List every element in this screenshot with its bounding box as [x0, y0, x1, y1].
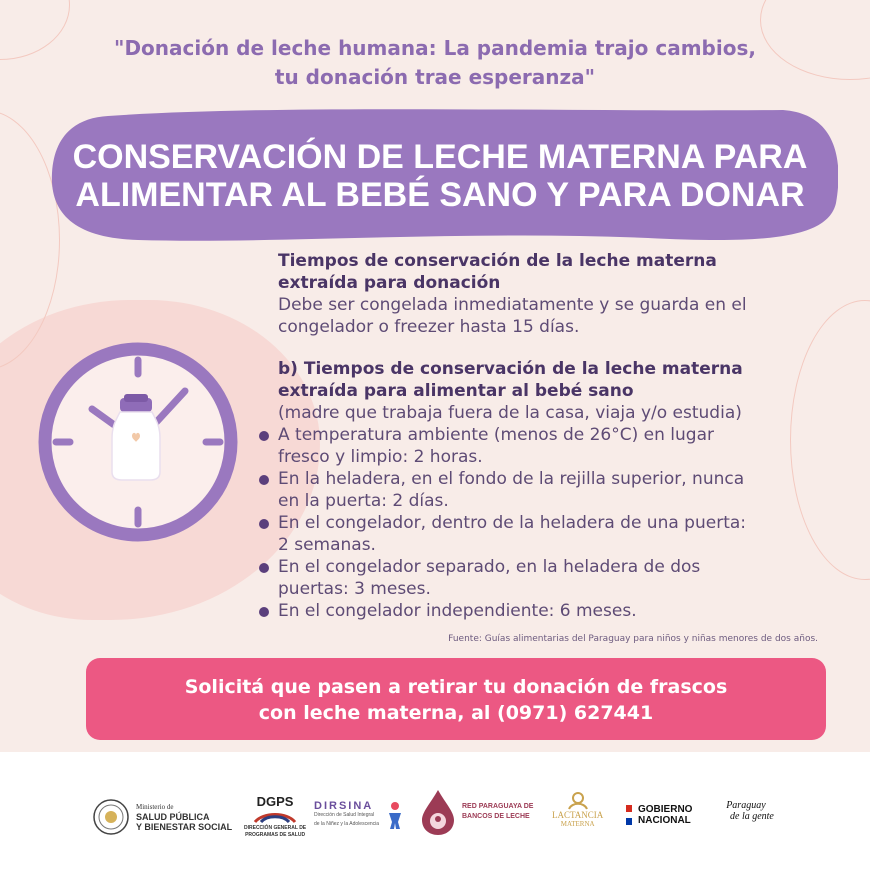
- section-b-heading-line-2: extraída para alimentar al bebé sano: [278, 381, 634, 401]
- footer-logos: [0, 752, 870, 870]
- msp-line-2: Y BIENESTAR SOCIAL: [136, 822, 233, 832]
- list-item: [278, 512, 838, 556]
- logo-lactancia-materna: [552, 792, 603, 828]
- section-a-body-line-2: congelador o freezer hasta 15 días.: [278, 317, 580, 337]
- dirsina-caption-2: de la Niñez y la Adolescencia: [314, 820, 380, 827]
- main-title-line-1: CONSERVACIÓN DE LECHE MATERNA PARA: [72, 138, 808, 176]
- list-item-line-2: en la puerta: 2 días.: [278, 491, 449, 511]
- storage-times-list: [278, 424, 838, 622]
- logo-red-bancos-leche: [420, 788, 533, 836]
- dgps-caption-2: PROGRAMAS DE SALUD: [245, 832, 306, 838]
- red-bancos-line-2: BANCOS DE LECHE: [462, 813, 530, 820]
- logo-ministerio-salud: [92, 798, 232, 836]
- red-bancos-line-1: RED PARAGUAYA DE: [462, 803, 534, 810]
- section-a-heading-line-2: extraída para donación: [278, 273, 501, 293]
- list-item-line-2: puertas: 3 meses.: [278, 579, 431, 599]
- section-a-body-line-1: Debe ser congelada inmediatamente y se guarda en el: [278, 295, 747, 315]
- list-item: [278, 600, 838, 622]
- dirsina-wordmark: DIRSINA: [314, 799, 374, 812]
- list-item-line-2: 2 semanas.: [278, 535, 376, 555]
- section-b-heading-line-1: b) Tiempos de conservación de la leche materna: [278, 359, 743, 379]
- dgps-caption-1: DIRECCIÓN GENERAL DE: [244, 825, 307, 831]
- cta-line-1: Solicitá que pasen a retirar tu donación de frascos: [184, 676, 728, 698]
- national-seal-icon: [92, 798, 130, 836]
- source-citation: Fuente: Guías alimentarias del Paraguay para niños y niñas menores de dos años.: [448, 634, 818, 644]
- logo-gobierno-nacional: [626, 804, 692, 826]
- gobierno-line-1: GOBIERNO: [638, 804, 693, 815]
- list-item: [278, 556, 838, 600]
- msp-line-1: SALUD PÚBLICA: [136, 812, 210, 822]
- conservation-info: [278, 250, 838, 622]
- main-title-line-2: ALIMENTAR AL BEBÉ SANO Y PARA DONAR: [75, 176, 805, 214]
- list-item-line-1: En el congelador, dentro de la heladera de una puerta:: [278, 513, 746, 533]
- mother-baby-icon: [566, 792, 590, 810]
- list-item: [278, 468, 838, 512]
- msp-small-text: Ministerio de: [136, 803, 174, 811]
- lactancia-line-2: MATERNA: [560, 820, 595, 828]
- paraguay-line-1: Paraguay: [726, 800, 766, 811]
- dgps-emblem-icon: [253, 810, 297, 824]
- list-item-line-1: En el congelador independiente: 6 meses.: [278, 601, 637, 621]
- milk-drop-icon: [420, 788, 456, 836]
- logo-dgps: [244, 794, 306, 838]
- dirsina-caption-1: Dirección de Salud Integral: [314, 811, 375, 818]
- gobierno-line-2: NACIONAL: [638, 815, 691, 826]
- main-title: [70, 138, 810, 214]
- paraguay-line-2: de la gente: [730, 811, 774, 822]
- subtitle-line-2: tu donación trae esperanza": [274, 65, 596, 89]
- list-item-line-2: fresco y limpio: 2 horas.: [278, 447, 483, 467]
- subtitle-line-1: "Donación de leche humana: La pandemia trajo cambios,: [114, 36, 756, 60]
- child-figure-icon: [385, 800, 405, 830]
- list-item: [278, 424, 838, 468]
- logo-paraguay-de-la-gente: [718, 800, 774, 822]
- list-item-line-1: A temperatura ambiente (menos de 26°C) en lugar: [278, 425, 714, 445]
- list-item-line-1: En la heladera, en el fondo de la rejilla superior, nunca: [278, 469, 745, 489]
- logo-dirsina: [314, 800, 405, 830]
- donation-call-to-action: [86, 658, 826, 740]
- section-donation: [278, 250, 838, 338]
- section-b-note: (madre que trabaja fuera de la casa, viaja y/o estudia): [278, 403, 742, 423]
- campaign-subtitle: [60, 34, 810, 92]
- dgps-mark: DGPS: [256, 794, 294, 809]
- cta-line-2: con leche materna, al (0971) 627441: [258, 702, 654, 724]
- section-a-heading-line-1: Tiempos de conservación de la leche materna: [278, 251, 717, 271]
- lactancia-line-1: LACTANCIA: [552, 810, 604, 820]
- clock-icon: [30, 334, 246, 550]
- section-healthy-baby: [278, 358, 838, 622]
- list-item-line-1: En el congelador separado, en la heladera de dos: [278, 557, 701, 577]
- flag-icon: [626, 805, 632, 825]
